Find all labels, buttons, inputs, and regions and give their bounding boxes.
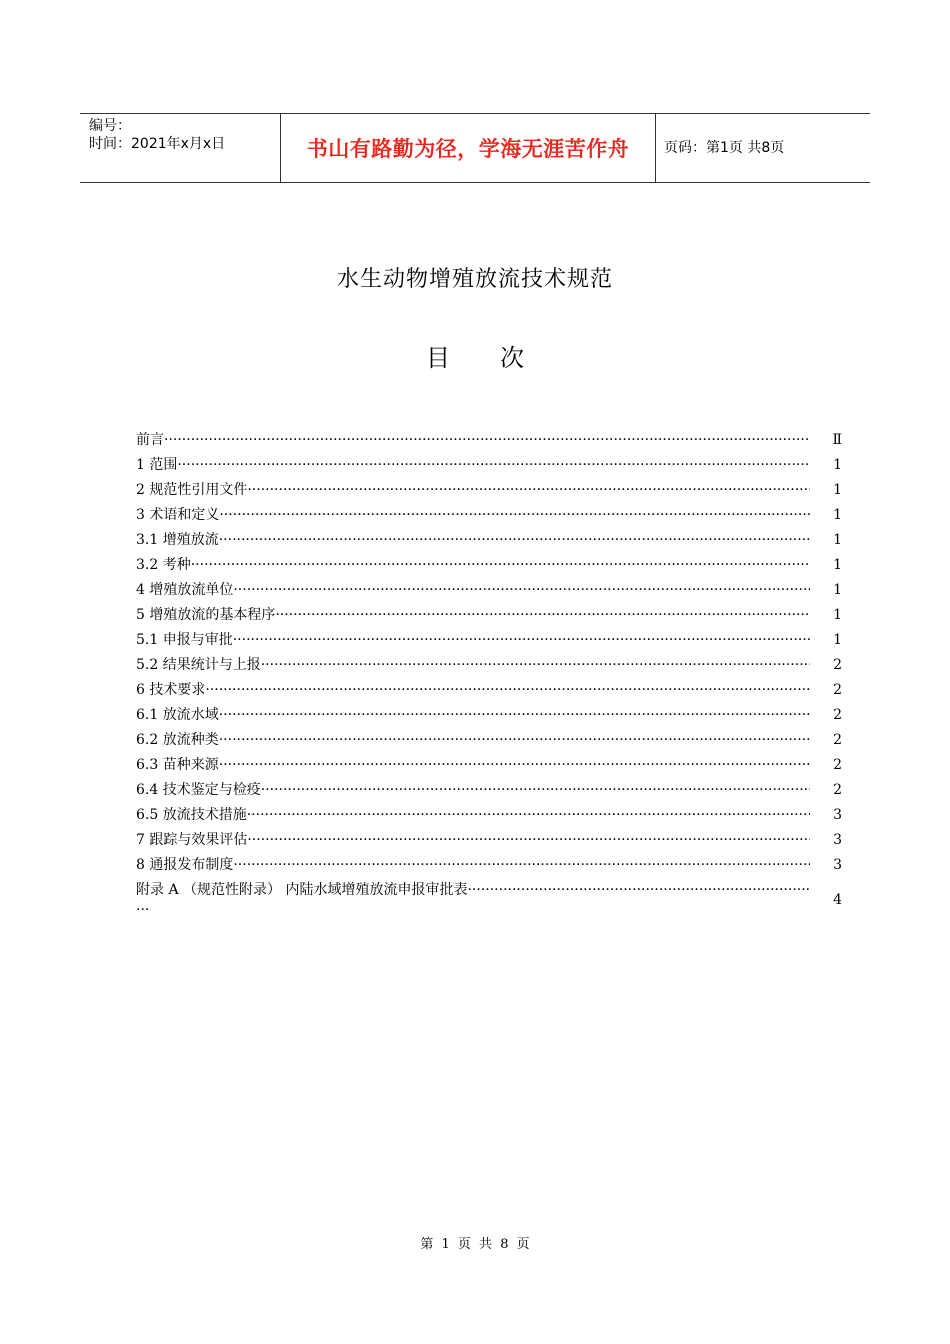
toc-entry[interactable] bbox=[136, 680, 842, 705]
toc-entry-title bbox=[136, 730, 810, 750]
toc-entry[interactable] bbox=[136, 755, 842, 780]
toc-entry-label: 1 范围 bbox=[136, 457, 178, 473]
toc-entry-title bbox=[136, 430, 810, 450]
toc-entry-label: 5.2 结果统计与上报 bbox=[136, 657, 261, 673]
toc-entry[interactable] bbox=[136, 730, 842, 755]
toc-entry-page-number: 1 bbox=[833, 532, 842, 548]
toc-entry[interactable] bbox=[136, 655, 842, 680]
toc-entry-page-number: 1 bbox=[833, 557, 842, 573]
toc-entry-label: 附录 A （规范性附录） 内陆水域增殖放流申报审批表 bbox=[136, 882, 468, 898]
serial-number-label: 编号： bbox=[89, 118, 131, 134]
toc-entry[interactable] bbox=[136, 605, 842, 630]
toc-entry[interactable] bbox=[136, 630, 842, 655]
toc-entry-leader-continuation: ··· bbox=[136, 902, 150, 918]
toc-entry[interactable] bbox=[136, 855, 842, 880]
header-page-cell bbox=[655, 114, 870, 182]
toc-entry-page-number: 3 bbox=[833, 857, 842, 873]
toc-entry-label: 6 技术要求 bbox=[136, 682, 206, 698]
toc-entry-title bbox=[136, 555, 810, 575]
toc-entry-page-number: 3 bbox=[833, 832, 842, 848]
toc-entry-page-number: 1 bbox=[833, 607, 842, 623]
toc-entry-page-number: 2 bbox=[833, 657, 842, 673]
toc-entry-title bbox=[136, 855, 810, 875]
toc-entry-label: 2 规范性引用文件 bbox=[136, 482, 248, 498]
toc-entry-label: 3.2 考种 bbox=[136, 557, 191, 573]
toc-entry-title bbox=[136, 680, 810, 700]
toc-entry-label: 3.1 增殖放流 bbox=[136, 532, 219, 548]
toc-entry-title bbox=[136, 530, 810, 550]
toc-entry-title bbox=[136, 880, 810, 900]
toc-entry-title bbox=[136, 480, 810, 500]
toc-entry-title bbox=[136, 655, 810, 675]
document-title: 水生动物增殖放流技术规范 bbox=[336, 267, 613, 292]
toc-entry-title bbox=[136, 630, 810, 650]
toc-entry[interactable] bbox=[136, 880, 842, 924]
motto-text: 书山有路勤为径，学海无涯苦作舟 bbox=[306, 137, 630, 161]
toc-entry-title bbox=[136, 580, 810, 600]
date-label: 时间：2021年x月x日 bbox=[89, 136, 226, 152]
toc-entry[interactable] bbox=[136, 530, 842, 555]
toc-entry-page-number: 2 bbox=[833, 757, 842, 773]
toc-entry[interactable] bbox=[136, 805, 842, 830]
toc-entry-label: 3 术语和定义 bbox=[136, 507, 220, 523]
toc-heading-left: 目 bbox=[426, 344, 450, 372]
toc-entry-label: 6.2 放流种类 bbox=[136, 732, 219, 748]
page-code-label: 页码：第1页 共8页 bbox=[664, 140, 785, 156]
toc-entry-title bbox=[136, 805, 810, 825]
toc-entry-label: 6.3 苗种来源 bbox=[136, 757, 219, 773]
toc-entry[interactable] bbox=[136, 555, 842, 580]
toc-entry[interactable] bbox=[136, 455, 842, 480]
header-motto-cell bbox=[280, 114, 656, 182]
toc-entry-page-number: 2 bbox=[833, 732, 842, 748]
footer-suffix: 页 bbox=[516, 1237, 530, 1252]
toc-entry-page-number: Ⅱ bbox=[832, 432, 842, 448]
toc-entry-page-number: 2 bbox=[833, 682, 842, 698]
toc-entry-page-number: 3 bbox=[833, 807, 842, 823]
toc-entry[interactable] bbox=[136, 830, 842, 855]
toc-entry-label: 6.1 放流水域 bbox=[136, 707, 219, 723]
toc-entry-title bbox=[136, 455, 810, 475]
header-meta-cell bbox=[80, 114, 280, 182]
toc-entry-label: 5 增殖放流的基本程序 bbox=[136, 607, 276, 623]
toc-entry-title bbox=[136, 755, 810, 775]
toc-entry-page-number: 1 bbox=[833, 482, 842, 498]
toc-entry[interactable] bbox=[136, 780, 842, 805]
toc-entry-page-number: 1 bbox=[833, 507, 842, 523]
document-header bbox=[80, 113, 870, 183]
toc-entry-title bbox=[136, 605, 810, 625]
toc-entry-title bbox=[136, 780, 810, 800]
footer-total-pages: 8 bbox=[500, 1237, 509, 1252]
toc-entry-title bbox=[136, 705, 810, 725]
toc-entry-label: 6.5 放流技术措施 bbox=[136, 807, 247, 823]
toc-entry-page-number: 1 bbox=[833, 632, 842, 648]
toc-entry[interactable] bbox=[136, 505, 842, 530]
toc-entry-title bbox=[136, 830, 810, 850]
toc-entry-label: 5.1 申报与审批 bbox=[136, 632, 233, 648]
toc-entry-label: 前言 bbox=[136, 432, 164, 448]
footer-prefix: 第 bbox=[420, 1237, 434, 1252]
toc-entry-page-number: 2 bbox=[833, 782, 842, 798]
toc-entry-label: 4 增殖放流单位 bbox=[136, 582, 234, 598]
toc-entry-page-number: 1 bbox=[833, 582, 842, 598]
toc-heading-right: 次 bbox=[500, 344, 524, 372]
footer-current-page: 1 bbox=[441, 1237, 450, 1252]
toc-entry-label: 6.4 技术鉴定与检疫 bbox=[136, 782, 261, 798]
toc-entry[interactable] bbox=[136, 480, 842, 505]
page-footer bbox=[0, 1236, 950, 1254]
toc-heading bbox=[0, 343, 950, 373]
toc-entry-title bbox=[136, 505, 810, 525]
toc-entry-label: 8 通报发布制度 bbox=[136, 857, 234, 873]
toc-entry[interactable] bbox=[136, 430, 842, 455]
toc-entry-page-number: 1 bbox=[833, 457, 842, 473]
toc-entry-label: 7 跟踪与效果评估 bbox=[136, 832, 248, 848]
toc-entry[interactable] bbox=[136, 580, 842, 605]
table-of-contents bbox=[136, 430, 842, 924]
toc-entry-page-number: 2 bbox=[833, 707, 842, 723]
footer-middle: 页 共 bbox=[457, 1237, 493, 1252]
toc-entry[interactable] bbox=[136, 705, 842, 730]
toc-entry-page-number: 4 bbox=[833, 892, 842, 908]
